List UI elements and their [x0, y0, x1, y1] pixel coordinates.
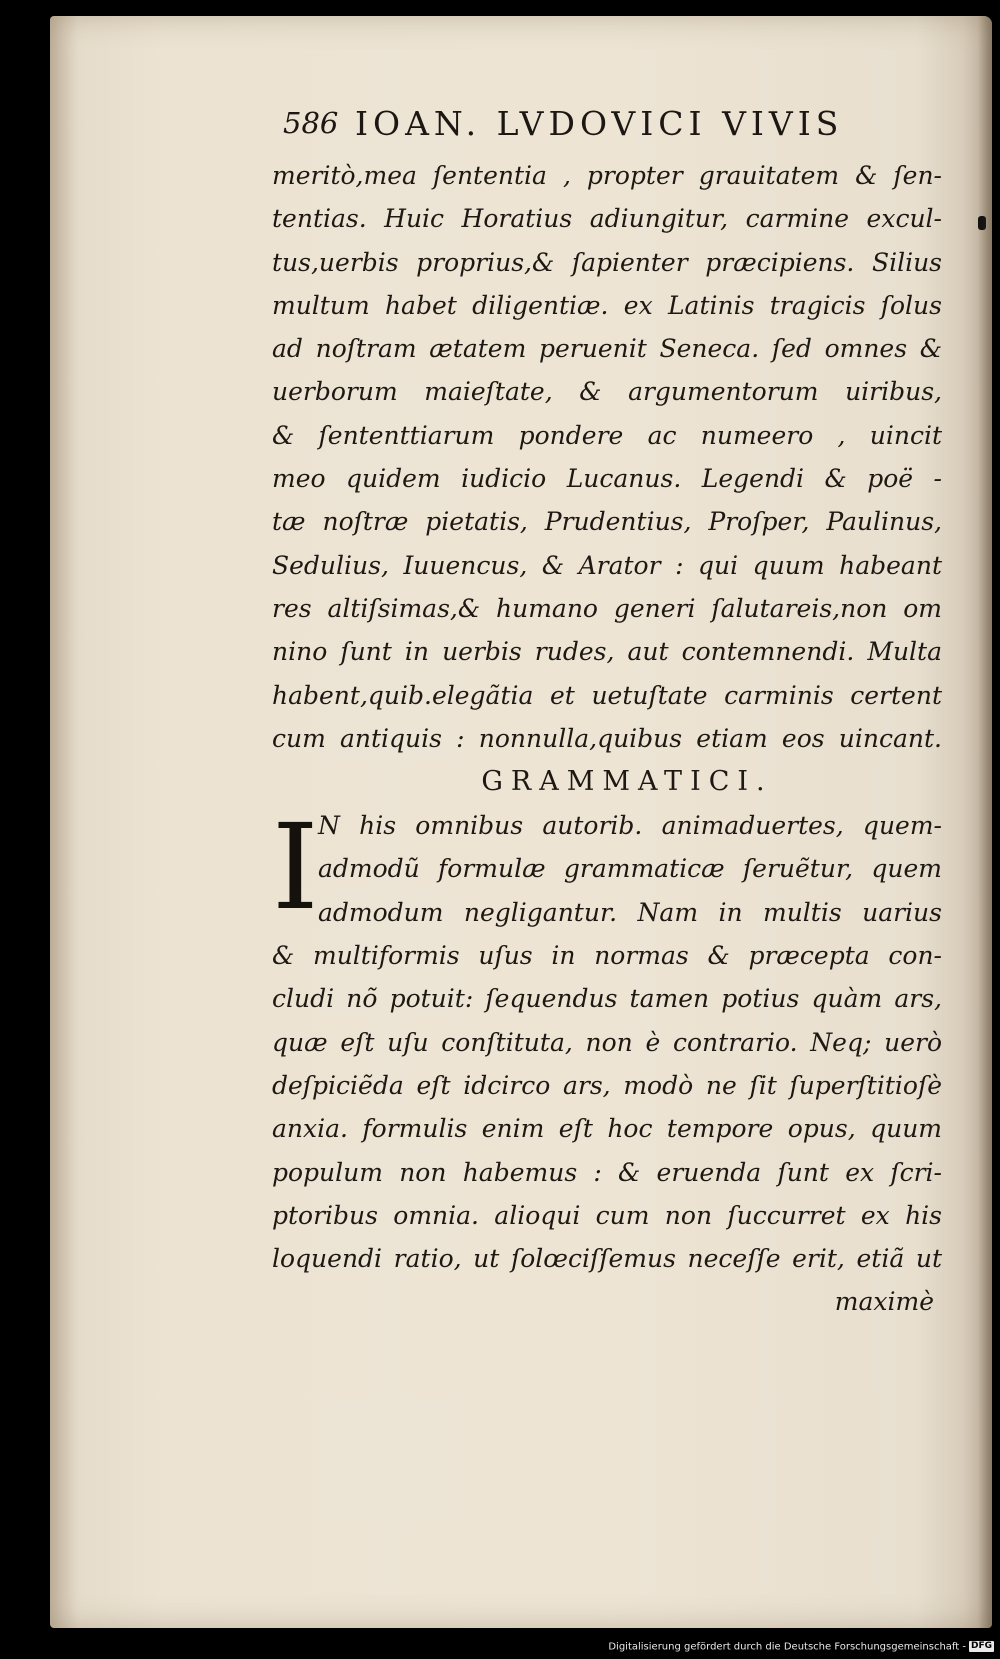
initial-paragraph: [272, 798, 942, 937]
footer-bar: [0, 1631, 1000, 1659]
dfg-logo-icon: DFG: [970, 1640, 992, 1651]
text-line: anxia. formulis enim eſt hoc tempore opus, quum: [272, 1114, 942, 1144]
text-line: populum non habemus : & eruenda ſunt ex ſcri-: [272, 1157, 942, 1187]
running-head: IOAN. LVDOVICI VIVIS: [355, 104, 844, 143]
text-line: res altiſsimas,& humano generi ſalutareis,non om: [272, 593, 942, 623]
text-line: ptoribus omnia. alioqui cum non ſuccurret ex his: [272, 1200, 942, 1230]
text-line: tentias. Huic Horatius adiungitur, carmine excul-: [272, 204, 942, 234]
page-header: [283, 98, 933, 148]
catchword: maximè: [834, 1287, 934, 1317]
drop-initial: I: [272, 798, 319, 937]
section-heading: GRAMMATICI.: [481, 766, 773, 798]
text-line: ad noſtram ætatem peruenit Seneca. ſed omnes &: [272, 334, 942, 364]
text-line: quæ eſt uſu conſtituta, non è contrario. Neq; uerò: [272, 1027, 942, 1057]
text-line: tus,uerbis proprius,& ſapienter præcipiens. Silius: [272, 247, 942, 277]
text-line: Sedulius, Iuuencus, & Arator : qui quum habeant: [272, 550, 942, 580]
text-line: N his omnibus autorib. animaduertes, quem-: [318, 811, 942, 841]
main-text: [272, 154, 942, 1323]
margin-mark: [978, 216, 986, 230]
text-line: deſpiciẽda eſt idcirco ars, modò ne ſit ſuperſtitioſè: [272, 1070, 942, 1100]
text-line: loquendi ratio, ut ſolœciſſemus neceſſe erit, etiã ut: [272, 1244, 942, 1274]
page-number: 586: [283, 106, 339, 140]
text-line: cludi nõ potuit: ſequendus tamen potius quàm ars,: [272, 984, 942, 1014]
text-line: & ſententtiarum pondere ac numeero , uincit: [272, 420, 942, 450]
funding-credit: [608, 1641, 994, 1653]
text-line: & multiformis uſus in normas & præcepta con-: [272, 941, 942, 971]
text-line: nino ſunt in uerbis rudes, aut contemnendi. Multa: [272, 637, 942, 667]
text-line: cum antiquis : nonnulla,quibus etiam eos uincant.: [272, 723, 942, 753]
text-line: multum habet diligentiæ. ex Latinis tragicis ſolus: [272, 290, 942, 320]
book-page: [50, 16, 992, 1628]
text-line: meritò,mea ſententia , propter grauitatem & ſen-: [272, 161, 942, 190]
indented-lines: [272, 798, 942, 937]
text-line: habent,quib.elegãtia et uetuſtate carminis certent: [272, 680, 942, 710]
text-line: tæ noſtræ pietatis, Prudentius, Proſper, Paulinus,: [272, 507, 942, 537]
text-line: uerborum maieſtate, & argumentorum uiribus,: [272, 377, 942, 407]
text-line: admodum negligantur. Nam in multis uarius: [318, 897, 942, 927]
funding-credit-text: Digitalisierung gefördert durch die Deutsche Forschungsgemeinschaft -: [608, 1641, 966, 1652]
text-line: admodũ formulæ grammaticæ ſeruẽtur, quem: [318, 854, 942, 884]
text-line: meo quidem iudicio Lucanus. Legendi & poë -: [272, 464, 942, 494]
